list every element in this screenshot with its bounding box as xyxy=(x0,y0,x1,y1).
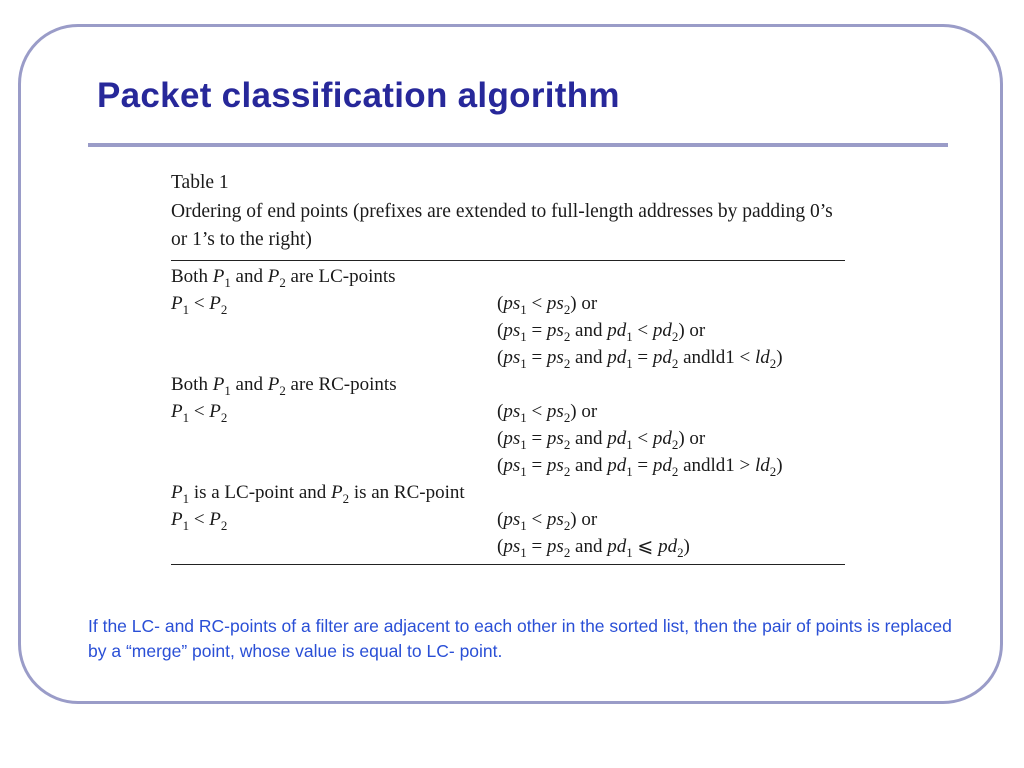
slide-note: If the LC- and RC-points of a filter are adjacent to each other in the sorted list, then the pair of points is replaced by a “merge” point, whose value is equal to LC- point. xyxy=(88,616,952,661)
ordering-rule: $(ps_1 < ps_2)$ or xyxy=(497,292,598,317)
section-heading-row xyxy=(171,479,845,506)
ordering-rule: ($ps_1 = ps_2$ and $pd_1 < pd_2$) or xyxy=(497,319,706,344)
slide-title: Packet classification algorithm xyxy=(97,76,620,115)
ordering-table xyxy=(171,171,845,565)
rule-row xyxy=(171,452,845,479)
condition-text: $P_1 < P_2$ xyxy=(171,292,228,317)
table-body xyxy=(171,261,845,564)
condition-row xyxy=(171,506,845,533)
ordering-rule: $(ps_1 < ps_2)$ or xyxy=(497,400,598,425)
section-heading-text: $P_1$ is a LC-point and $P_2$ is an RC-point xyxy=(171,481,465,506)
rule-row xyxy=(171,425,845,452)
ordering-rule: ($ps_1 = ps_2$ and $pd_1 < pd_2$) or xyxy=(497,427,706,452)
condition-row xyxy=(171,398,845,425)
title-divider xyxy=(88,143,948,147)
condition-row xyxy=(171,290,845,317)
ordering-rule: ($ps_1 = ps_2$ and $pd_1 = pd_2$ andld1 < $ld_2$) xyxy=(497,346,783,371)
rule-row xyxy=(171,317,845,344)
condition-text: $P_1 < P_2$ xyxy=(171,400,228,425)
rule-row xyxy=(171,344,845,371)
ordering-rule: ($ps_1 = ps_2$ and $pd_1 = pd_2$ andld1 > $ld_2$) xyxy=(497,454,783,479)
table-label: Table 1 xyxy=(171,172,229,193)
rule-row xyxy=(171,533,845,560)
section-heading-text: Both $P_1$ and $P_2$ are LC-points xyxy=(171,265,396,290)
ordering-rule: ($ps_1 = ps_2$ and $pd_1$ ⩽ $pd_2$) xyxy=(497,536,690,560)
section-heading-row xyxy=(171,263,845,290)
ordering-rule: $(ps_1 < ps_2)$ or xyxy=(497,508,598,533)
table-caption: Ordering of end points (prefixes are extended to full-length addresses by padding 0’s or 1’s to the right) xyxy=(171,201,833,250)
section-heading-row xyxy=(171,371,845,398)
table-bottom-rule xyxy=(171,564,845,565)
condition-text: $P_1 < P_2$ xyxy=(171,508,228,533)
section-heading-text: Both $P_1$ and $P_2$ are RC-points xyxy=(171,373,397,398)
